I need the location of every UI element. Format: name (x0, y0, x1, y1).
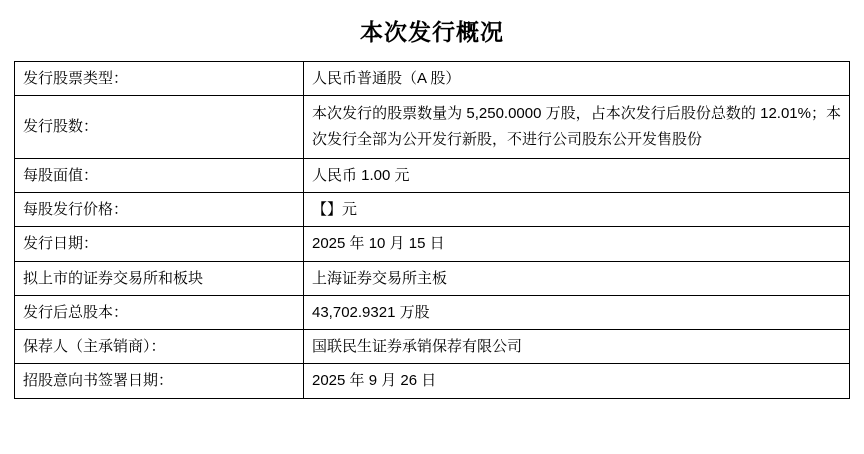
row-value: 43,702.9321 万股 (304, 295, 850, 329)
row-label: 保荐人（主承销商）： (15, 330, 304, 364)
table-row (15, 193, 850, 227)
row-label: 发行后总股本： (15, 295, 304, 329)
row-label: 每股面值： (15, 158, 304, 192)
table-row (15, 227, 850, 261)
row-value: 人民币普通股（A 股） (304, 62, 850, 96)
row-label: 每股发行价格： (15, 193, 304, 227)
row-label: 招股意向书签署日期： (15, 364, 304, 398)
row-label: 发行股数： (15, 96, 304, 159)
row-label: 发行日期： (15, 227, 304, 261)
offering-overview-table-wrap (14, 61, 850, 399)
row-value: 2025 年 9 月 26 日 (304, 364, 850, 398)
row-label: 拟上市的证券交易所和板块 (15, 261, 304, 295)
table-row (15, 96, 850, 159)
row-value: 国联民生证券承销保荐有限公司 (304, 330, 850, 364)
document-page (0, 14, 864, 454)
row-value: 本次发行的股票数量为 5,250.0000 万股，占本次发行后股份总数的 12.01%；本次发行全部为公开发行新股，不进行公司股东公开发售股份 (304, 96, 850, 159)
row-value: 人民币 1.00 元 (304, 158, 850, 192)
offering-overview-table (14, 61, 850, 399)
page-title: 本次发行概况 (360, 19, 504, 45)
table-row (15, 295, 850, 329)
row-label: 发行股票类型： (15, 62, 304, 96)
table-row (15, 62, 850, 96)
table-row (15, 330, 850, 364)
table-row (15, 364, 850, 398)
table-body (15, 62, 850, 399)
row-value: 2025 年 10 月 15 日 (304, 227, 850, 261)
table-row (15, 158, 850, 192)
row-value: 上海证券交易所主板 (304, 261, 850, 295)
table-row (15, 261, 850, 295)
row-value: 【】元 (304, 193, 850, 227)
